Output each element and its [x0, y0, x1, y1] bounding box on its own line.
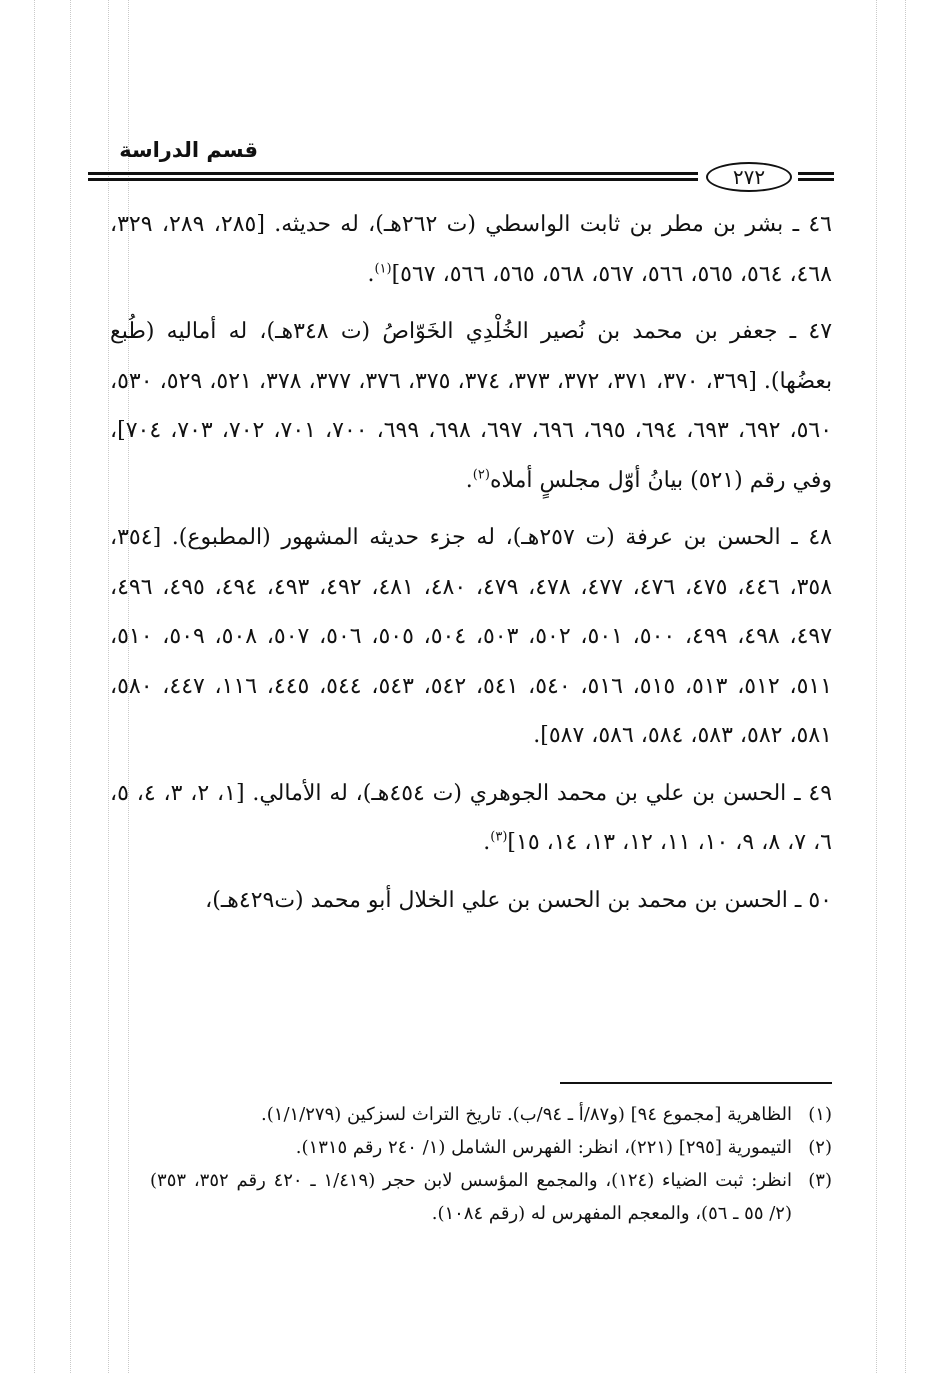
scan-guide-line	[70, 0, 71, 1373]
footnote-number: (٣)	[808, 1170, 832, 1191]
header-rule	[798, 172, 834, 181]
entry-text: ٤٦ ـ بشر بن مطر بن ثابت الواسطي (ت ٢٦٢هـ)، له حديثه. [٢٨٥، ٢٨٩، ٣٢٩، ٤٦٨، ٥٦٤، ٥٦٥، ٥٦٦، ٥٦٧، ٥٦٨، ٥٦٥، ٥٦٦، ٥٦٧]	[110, 212, 832, 287]
scan-guide-line	[876, 0, 877, 1373]
entry-text: ٤٨ ـ الحسن بن عرفة (ت ٢٥٧هـ)، له جزء حديثه المشهور (المطبوع). [٣٥٤، ٣٥٨، ٤٤٦، ٤٧٥، ٤٧٦، ٤٧٧، ٤٧٨، ٤٧٩، ٤٨٠، ٤٨١، ٤٩٢، ٤٩٣، ٤٩٤، ٤٩٥، ٤٩٦، ٤٩٧، ٤٩٨، ٤٩٩، ٥٠٠، ٥٠١، ٥٠٢، ٥٠٣، ٥٠٤، ٥٠٥، ٥٠٦، ٥٠٧، ٥٠٨، ٥٠٩، ٥١٠، ٥١١، ٥١٢، ٥١٣، ٥١٥، ٥١٦، ٥٤٠، ٥٤١، ٥٤٢، ٥٤٣، ٥٤٤، ٤٤٥، ١١٦، ٤٤٧، ٥٨٠، ٥٨١، ٥٨٢، ٥٨٣، ٥٨٤، ٥٨٦، ٥٨٧].	[110, 525, 833, 748]
entry-tail: .	[367, 261, 375, 287]
footnotes	[150, 1098, 832, 1230]
entry-48	[110, 513, 832, 761]
page-number: ٢٧٢	[706, 162, 792, 192]
entry-50	[110, 876, 832, 926]
entry-text: ٤٧ ـ جعفر بن محمد بن نُصير الخُلْدِي الخَوّاصُ (ت ٣٤٨هـ)، له أماليه (طُبع بعضُها). [٣٦٩، ٣٧٠، ٣٧١، ٣٧٢، ٣٧٣، ٣٧٤، ٣٧٥، ٣٧٦، ٣٧٧، ٣٧٨، ٥٢١، ٥٢٩، ٥٣٠، ٥٦٠، ٦٩٢، ٦٩٣، ٦٩٤، ٦٩٥، ٦٩٦، ٦٩٧، ٦٩٨، ٦٩٩، ٧٠٠، ٧٠١، ٧٠٢، ٧٠٣، ٧٠٤]، وفي رقم (٥٢١) بيانُ أوّل مجلسٍ أملاه	[110, 319, 833, 493]
footnote-number: (٢)	[808, 1137, 832, 1158]
footnote-ref: (٢)	[472, 467, 490, 483]
entry-46	[110, 200, 832, 299]
entry-text: ٤٩ ـ الحسن بن علي بن محمد الجوهري (ت ٤٥٤هـ)، له الأمالي. [١، ٢، ٣، ٤، ٥، ٦، ٧، ٨، ٩، ١٠، ١١، ١٢، ١٣، ١٤، ١٥]	[110, 780, 833, 855]
footnote-ref: (٣)	[490, 829, 508, 845]
entry-49	[110, 769, 832, 868]
footnote-text: التيمورية [٢٩٥] (٢٢١)، انظر: الفهرس الشامل (١/ ٢٤٠ رقم ١٣١٥).	[295, 1137, 792, 1158]
footnote	[150, 1131, 832, 1164]
running-header-title: قسم الدراسة	[119, 138, 258, 162]
footnote	[150, 1098, 832, 1131]
entry-text: ٥٠ ـ الحسن بن محمد بن الحسن بن علي الخلال أبو محمد (ت٤٢٩هـ)،	[205, 887, 832, 913]
entry-tail: .	[465, 467, 473, 493]
footnote-number: (١)	[808, 1104, 832, 1125]
header-rule	[88, 172, 698, 181]
main-text	[110, 200, 832, 933]
footnote-text: انظر: ثبت الضياء (١٢٤)، والمجمع المؤسس لابن حجر (١/٤١٩ ـ ٤٢٠ رقم ٣٥٢، ٣٥٣) (٢/ ٥٥ ـ ٥٦)، والمعجم المفهرس له (رقم ١٠٨٤).	[150, 1170, 793, 1224]
footnote-separator	[560, 1082, 832, 1084]
scan-guide-line	[34, 0, 35, 1373]
footnote-ref: (١)	[374, 261, 392, 277]
entry-tail: .	[483, 830, 491, 855]
footnote-text: الظاهرية [مجموع ٩٤] (و٨٧/أ ـ ٩٤/ب). تاريخ التراث لسزكين (١/١/٢٧٩).	[261, 1104, 792, 1125]
scan-guide-line	[108, 0, 109, 1373]
entry-47	[110, 307, 832, 505]
scan-guide-line	[905, 0, 906, 1373]
footnote	[150, 1164, 832, 1230]
